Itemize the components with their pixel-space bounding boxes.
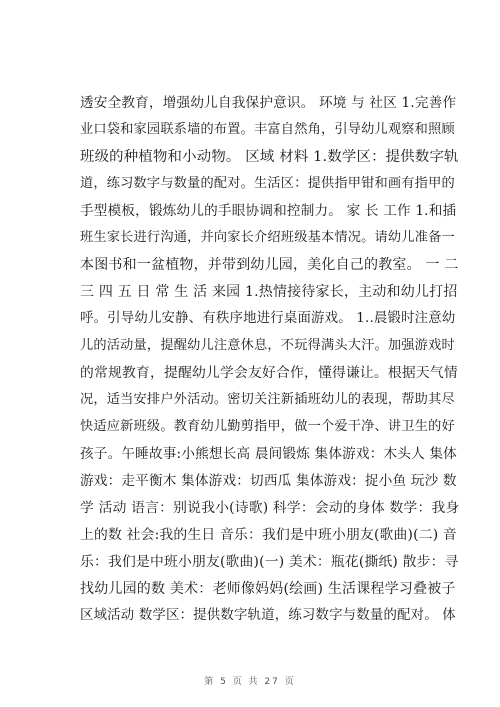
body-text-line: 学 活动 语言：别说我小(诗歌) 科学：会动的身体 数学：我身	[80, 500, 460, 516]
body-text-line: 呼。引导幼儿安静、有秩序地进行桌面游戏。 1..晨锻时注意幼	[80, 311, 456, 326]
body-text-line: 况，适当安排户外活动。密切关注新插班幼儿的表现，帮助其尽	[80, 392, 455, 407]
body-text-line: 本图书和一盆植物，并带到幼儿园，美化自己的教室。 一 二	[80, 257, 459, 273]
body-text-line: 班级的种植物和小动物。 区域 材料 1.数学区：提供数字轨	[80, 149, 459, 165]
body-text-line: 游戏：走平衡木 集体游戏：切西瓜 集体游戏：捉小鱼 玩沙 数	[80, 473, 457, 489]
body-text-line: 道，练习数字与数量的配对。生活区：提供指甲钳和画有指甲的	[80, 176, 455, 191]
body-text-line: 业口袋和家园联系墙的布置。丰富自然角，引导幼儿观察和照顾	[80, 122, 455, 137]
body-text-line: 班生家长进行沟通，并向家长介绍班级基本情况。请幼儿准备一	[80, 230, 455, 245]
body-text-line: 上的数 社会:我的生日 音乐：我们是中班小朋友(歌曲)(二) 音	[80, 527, 457, 543]
body-text-line: 透安全教育，增强幼儿自我保护意识。 环境 与 社区 1.完善作	[80, 95, 457, 111]
body-text-line: 孩子。午睡故事:小熊想长高 晨间锻炼 集体游戏：木头人 集体	[80, 446, 457, 462]
body-text-line: 手型模板，锻炼幼儿的手眼协调和控制力。 家 长 工作 1.和插	[80, 203, 457, 219]
body-text-line: 快适应新班级。教育幼儿勤剪指甲，做一个爱干净、讲卫生的好	[80, 419, 455, 434]
body-text-line: 乐：我们是中班小朋友(歌曲)(一) 美术：瓶花(撕纸) 散步：寻	[80, 554, 459, 570]
body-text-line: 儿的活动量，提醒幼儿注意休息，不玩得满头大汗。加强游戏时	[80, 338, 455, 353]
body-text-line: 的常规教育，提醒幼儿学会友好合作，懂得谦让。根据天气情	[80, 365, 458, 381]
page-number-footer: 第 5 页 共 27 页	[204, 677, 296, 687]
body-text-line: 找幼儿园的数 美术：老师像妈妈(绘画) 生活课程学习叠被子	[80, 581, 456, 597]
body-text-line: 区域活动 数学区：提供数字轨道，练习数字与数量的配对。 体	[80, 608, 456, 623]
body-text-line: 三 四 五 日 常 生 活 来园 1.热情接待家长，主动和幼儿打招	[80, 284, 458, 300]
